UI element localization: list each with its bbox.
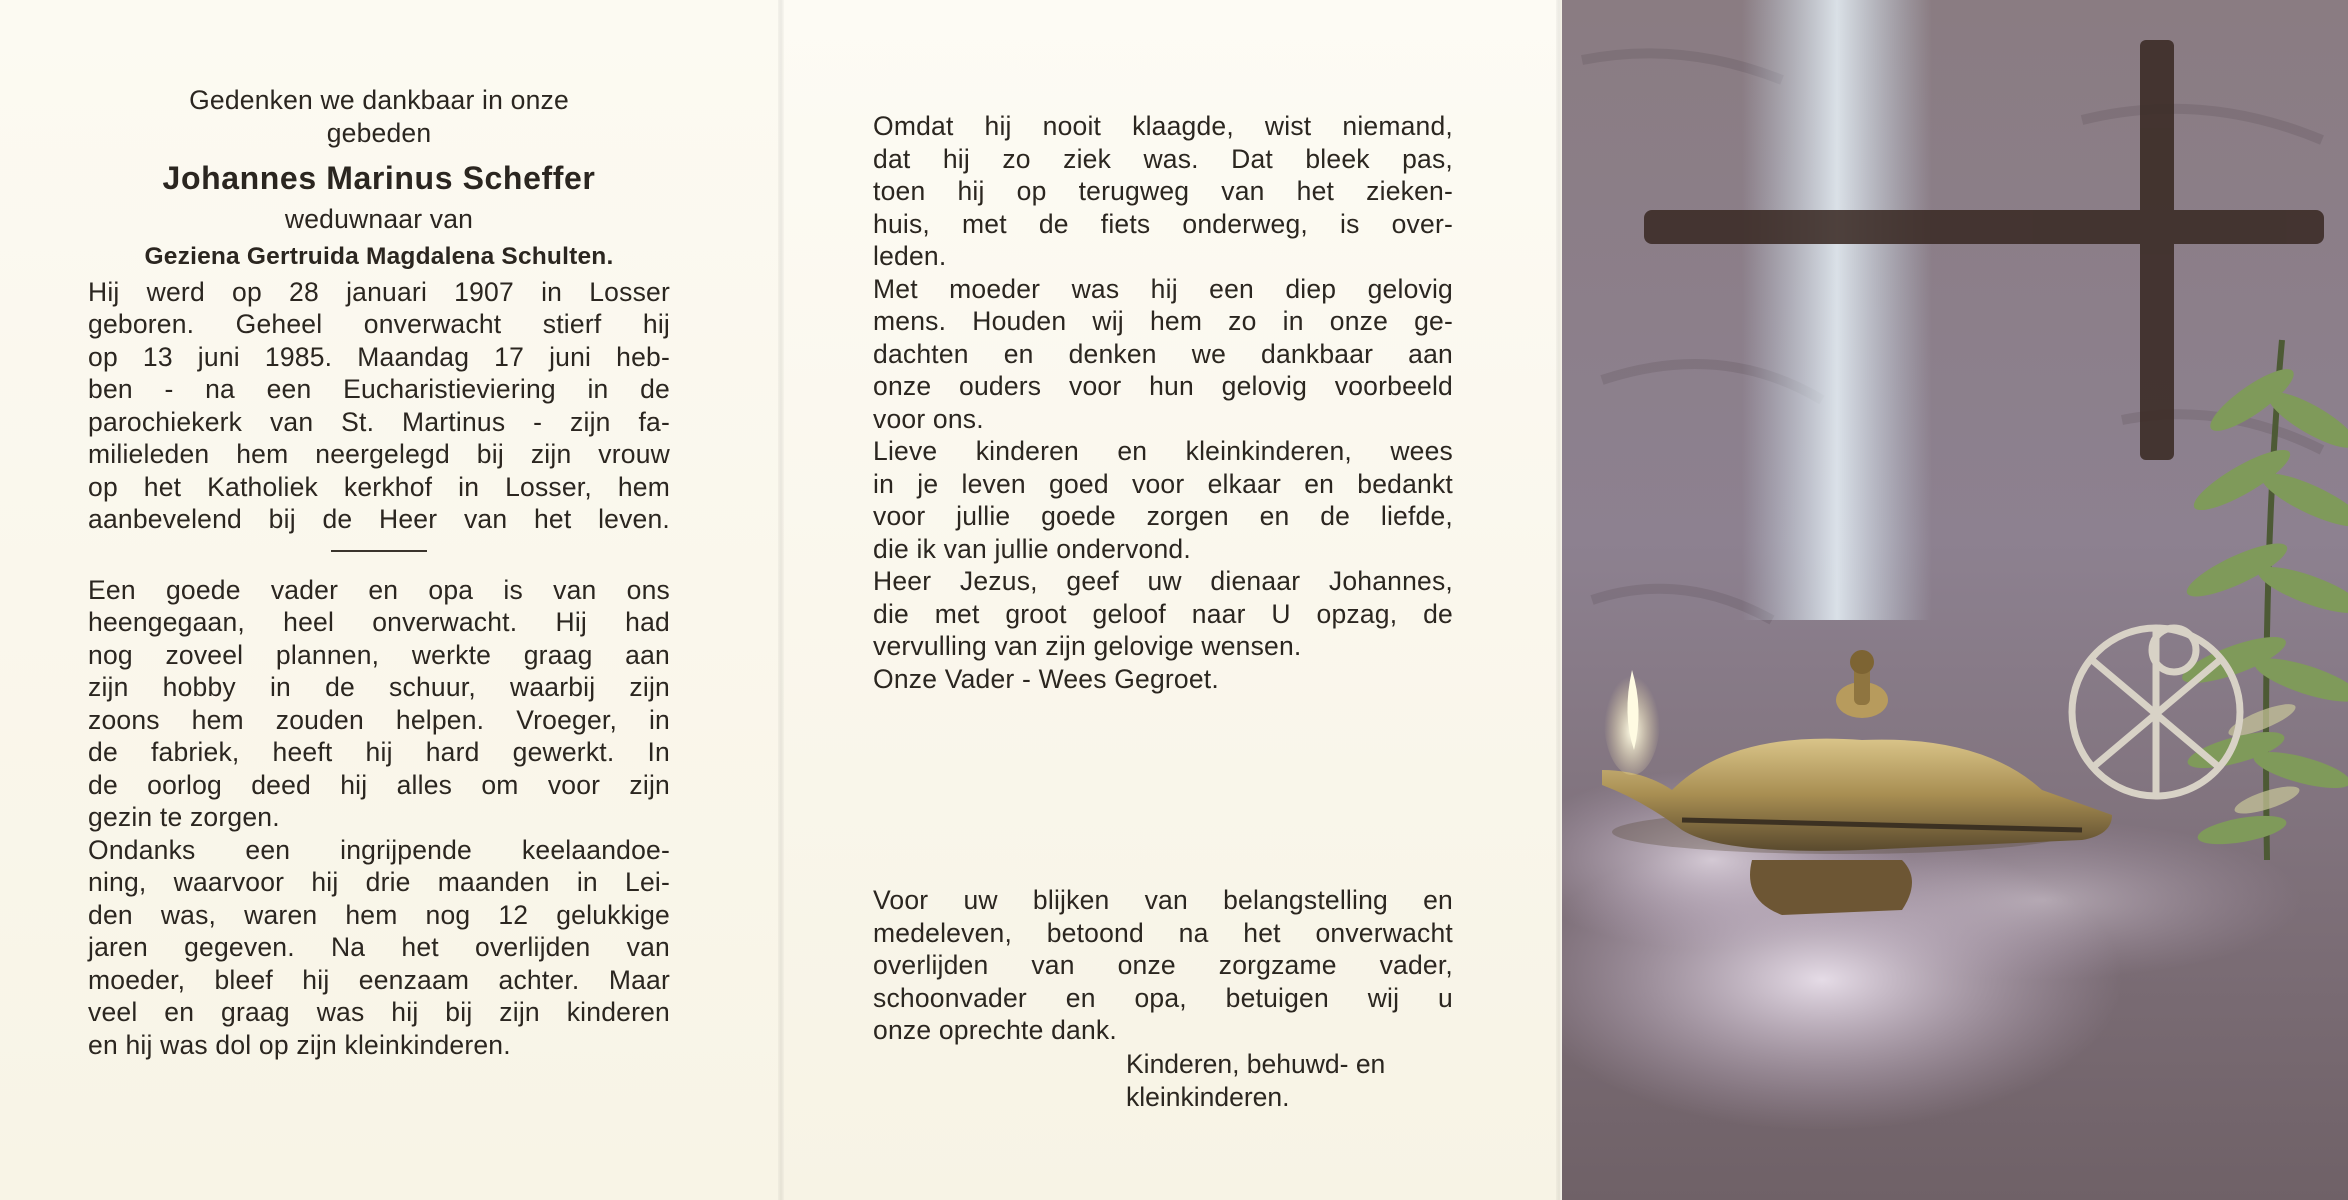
- story-line: den was, waren hem nog 12 gelukkige: [88, 899, 670, 930]
- fold-line: [778, 0, 784, 1200]
- signature-line: kleinkinderen.: [1126, 1081, 1290, 1112]
- religious-painting: [1562, 0, 2348, 1200]
- bio-line: ben - na een Eucharistieviering in de: [88, 374, 670, 404]
- story-line: ning, waarvoor hij drie maanden in Lei-: [88, 867, 670, 897]
- text-line: voor jullie goede zorgen en de liefde,: [873, 501, 1453, 531]
- text-line: dat hij zo ziek was. Dat bleek pas,: [873, 143, 1453, 174]
- story-line: moeder, bleef hij eenzaam achter. Maar: [88, 964, 670, 995]
- story-line: gezin te zorgen.: [88, 802, 280, 832]
- story-line: en hij was dol op zijn kleinkinderen.: [88, 1029, 511, 1060]
- text-line: die met groot geloof naar U opzag, de: [873, 598, 1453, 629]
- thanks-line: overlijden van onze zorgzame vader,: [873, 950, 1453, 980]
- story-line: Ondanks een ingrijpende keelaandoe-: [88, 834, 670, 865]
- spouse-name: Geziena Gertruida Magdalena Schulten.: [144, 242, 614, 270]
- bio-line: geboren. Geheel onverwacht stierf hij: [88, 309, 670, 339]
- text-line: Heer Jezus, geef uw dienaar Johannes,: [873, 566, 1453, 596]
- thanks-line: schoonvader en opa, betuigen wij u: [873, 982, 1453, 1013]
- bio-line: aanbevelend bij de Heer van het leven.: [88, 504, 670, 534]
- text-line: in je leven goed voor elkaar en bedankt: [873, 468, 1453, 499]
- intro-line: gebeden: [326, 117, 432, 148]
- light-beam: [1742, 0, 1932, 620]
- text-line: Met moeder was hij een diep gelovig: [873, 273, 1453, 304]
- story-line: heengegaan, heel onverwacht. Hij had: [88, 607, 670, 637]
- text-line: toen hij op terugweg van het zieken-: [873, 176, 1453, 206]
- middle-column: [873, 110, 1453, 695]
- story-line: veel en graag was hij bij zijn kinderen: [88, 997, 670, 1027]
- text-line: Onze Vader - Wees Gegroet.: [873, 663, 1219, 694]
- left-column: [88, 84, 670, 1061]
- story-line: de fabriek, heeft hij hard gewerkt. In: [88, 737, 670, 767]
- text-line: Omdat hij nooit klaagde, wist niemand,: [873, 111, 1453, 141]
- bio-line: op 13 juni 1985. Maandag 17 juni heb-: [88, 341, 670, 372]
- bio-line: milieleden hem neergelegd bij zijn vrouw: [88, 439, 670, 469]
- thanks-line: Voor uw blijken van belangstelling en: [873, 885, 1453, 915]
- signature: [1126, 1048, 1385, 1113]
- text-line: dachten en denken we dankbaar aan: [873, 338, 1453, 369]
- text-line: voor ons.: [873, 403, 984, 434]
- thanks-block: [873, 884, 1453, 1047]
- text-line: mens. Houden wij hem zo in onze ge-: [873, 306, 1453, 336]
- story-line: jaren gegeven. Na het overlijden van: [88, 932, 670, 962]
- story: [88, 574, 670, 1062]
- story-line: de oorlog deed hij alles om voor zijn: [88, 769, 670, 800]
- text-line: leden.: [873, 241, 947, 271]
- widower-of: weduwnaar van: [284, 204, 474, 234]
- text-line: die ik van jullie ondervond.: [873, 533, 1191, 564]
- divider: [331, 550, 427, 552]
- story-line: zijn hobby in de schuur, waarbij zijn: [88, 672, 670, 702]
- bio-line: parochiekerk van St. Martinus - zijn fa-: [88, 406, 670, 437]
- text-line: huis, met de fiets onderweg, is over-: [873, 208, 1453, 239]
- text-line: onze ouders voor hun gelovig voorbeeld: [873, 371, 1453, 401]
- text-line: Lieve kinderen en kleinkinderen, wees: [873, 436, 1453, 466]
- thanks-line: onze oprechte dank.: [873, 1015, 1117, 1045]
- intro-line: Gedenken we dankbaar in onze: [189, 85, 569, 115]
- text-line: vervulling van zijn gelovige wensen.: [873, 631, 1302, 661]
- bio-line: Hij werd op 28 januari 1907 in Losser: [88, 276, 670, 307]
- thanks-line: medeleven, betoond na het onverwacht: [873, 917, 1453, 948]
- deceased-name: Johannes Marinus Scheffer: [162, 160, 596, 196]
- painting-svg: [1562, 0, 2348, 1200]
- signature-line: Kinderen, behuwd- en: [1126, 1049, 1386, 1079]
- bio-line: op het Katholiek kerkhof in Losser, hem: [88, 471, 670, 502]
- story-line: nog zoveel plannen, werkte graag aan: [88, 639, 670, 670]
- story-line: zoons hem zouden helpen. Vroeger, in: [88, 704, 670, 735]
- story-line: Een goede vader en opa is van ons: [88, 574, 670, 605]
- biography: [88, 276, 670, 536]
